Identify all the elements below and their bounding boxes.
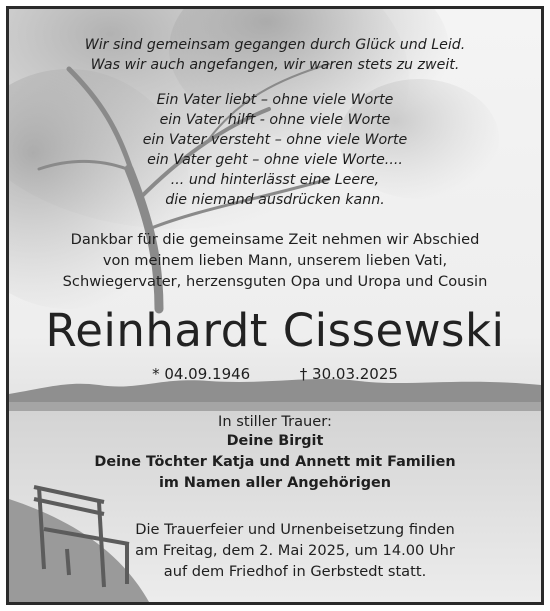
- birth-date: * 04.09.1946: [152, 365, 251, 383]
- intro-line: von meinem lieben Mann, unserem lieben Vati,: [102, 252, 448, 269]
- notice-text: [9, 9, 541, 602]
- motto-line: Wir sind gemeinsam gegangen durch Glück und Leid.: [84, 37, 466, 53]
- poem-line: ein Vater versteht – ohne viele Worte: [142, 132, 408, 148]
- motto-line: Was wir auch angefangen, wir waren stets zu zweit.: [90, 57, 460, 73]
- poem-line: ein Vater geht – ohne viele Worte....: [147, 152, 403, 168]
- mourning-heading: In stiller Trauer:: [218, 413, 332, 430]
- funeral-info-line: auf dem Friedhof in Gerbstedt statt.: [163, 563, 427, 580]
- poem-line: ... und hinterlässt eine Leere,: [170, 172, 380, 188]
- intro-line: Dankbar für die gemeinsame Zeit nehmen wir Abschied: [70, 231, 480, 248]
- deceased-name: Reinhardt Cissewski: [45, 304, 505, 357]
- mourner-line: Deine Birgit: [226, 433, 324, 449]
- mourner-line: im Namen aller Angehörigen: [158, 475, 392, 491]
- poem-line: ein Vater hilft - ohne viele Worte: [159, 112, 391, 128]
- death-date: † 30.03.2025: [299, 365, 398, 383]
- funeral-info-line: Die Trauerfeier und Urnenbeisetzung finden: [135, 521, 455, 538]
- poem-line: die niemand ausdrücken kann.: [165, 192, 385, 208]
- mourner-line: Deine Töchter Katja und Annett mit Familien: [94, 454, 456, 470]
- poem-line: Ein Vater liebt – ohne viele Worte: [156, 92, 394, 108]
- intro-line: Schwiegervater, herzensguten Opa und Uropa und Cousin: [62, 273, 488, 290]
- obituary-notice: [6, 6, 544, 605]
- life-dates: [9, 365, 541, 383]
- funeral-info-line: am Freitag, dem 2. Mai 2025, um 14.00 Uhr: [135, 542, 455, 559]
